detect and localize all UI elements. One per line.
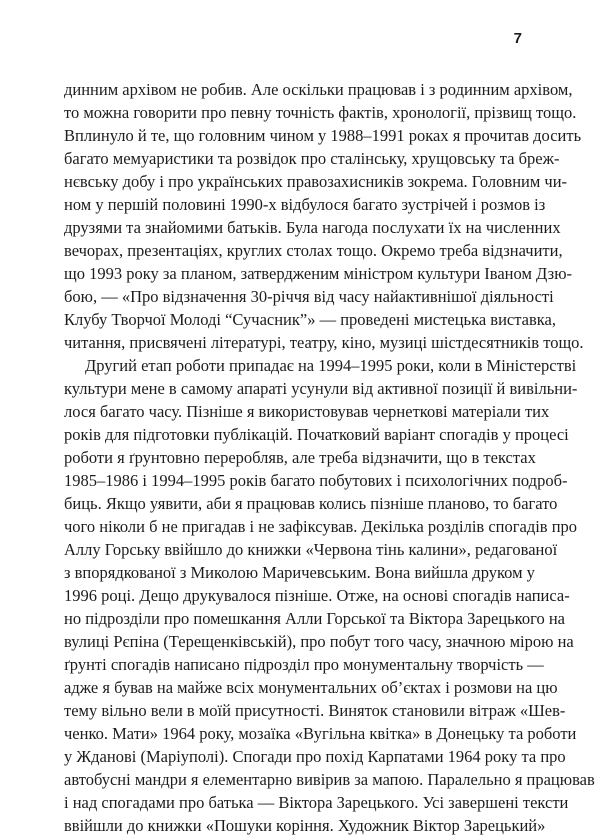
text-line: культури мене в самому апараті усунули від активної позиції й вивільни- xyxy=(64,379,578,398)
text-line: ввійшли до книжки «Пошуки коріння. Художник Віктор Зарецький» xyxy=(64,816,546,835)
text-line: нєвську добу і про українських правозахисників зокрема. Головним чи- xyxy=(64,172,568,191)
text-line: автобусні мандри я елементарно вивірив за мапою. Паралельно я працював xyxy=(64,770,595,789)
text-line: биць. Якщо уявити, аби я працював колись пізніше планово, то багато xyxy=(64,494,558,513)
text-line: чого ніколи б не пригадав і не зафіксував. Декілька розділів спогадів про xyxy=(64,517,578,536)
text-line: читання, присвячені літературі, театру, кіно, музиці шістдесятників тощо. xyxy=(64,333,584,352)
text-line: друзями та знайомими батьків. Була нагода послухати їх на численних xyxy=(64,218,561,237)
text-line: з впорядкованої з Миколою Маричевським. Вона вийшла друком у xyxy=(64,563,535,582)
text-line: багато мемуаристики та розвідок про сталінську, хрущовську та бреж- xyxy=(64,149,560,168)
body-text xyxy=(64,78,595,837)
text-line: тему вільно вели в моїй присутності. Виняток становили вітраж «Шев- xyxy=(64,701,566,720)
text-line: то можна говорити про певну точність фактів, хронології, прізвищ тощо. xyxy=(64,103,577,122)
text-line: Другий етап роботи припадає на 1994–1995 роки, коли в Міністерстві xyxy=(85,356,577,375)
text-line: 1996 році. Дещо друкувалося пізніше. Отже, на основі спогадів написа- xyxy=(64,586,570,605)
text-line: років для підготовки публікацій. Початковий варіант спогадів у процесі xyxy=(64,425,569,444)
text-line: но підрозділи про помешкання Алли Горської та Віктора Зарецького на xyxy=(64,609,565,628)
text-line: Аллу Горську ввійшло до книжки «Червона тінь калини», редагованої xyxy=(64,540,558,559)
text-line: бою, — «Про відзначення 30-річчя від часу найактивнішої діяльності xyxy=(64,287,554,306)
text-line: вулиці Рєпіна (Терещенківській), про побут того часу, значною мірою на xyxy=(64,632,574,651)
text-line: роботи я ґрунтовно переробляв, але треба відзначити, що в текстах xyxy=(64,448,536,467)
text-line: адже я бував на майже всіх монументальних об’єктах і розмови на цю xyxy=(64,678,558,697)
page-number: 7 xyxy=(513,30,522,47)
text-line: ном у першій половині 1990-х відбулося багато зустрічей і розмов із xyxy=(64,195,546,214)
text-line: що 1993 року за планом, затвердженим міністром культури Іваном Дзю- xyxy=(64,264,573,283)
paragraph-1 xyxy=(64,78,584,354)
paragraph-2 xyxy=(64,354,595,837)
text-line: лося багато часу. Пізніше я використовував чернеткові матеріали тих xyxy=(64,402,550,421)
text-line: і над спогадами про батька — Віктора Зарецького. Усі завершені тексти xyxy=(64,793,569,812)
text-line: у Жданові (Маріуполі). Спогади про похід Карпатами 1964 року та про xyxy=(64,747,566,766)
text-line: динним архівом не робив. Але оскільки працював і з родинним архівом, xyxy=(64,80,573,99)
text-line: вечорах, презентаціях, круглих столах тощо. Окремо треба відзначити, xyxy=(64,241,563,260)
text-line: ченко. Мати» 1964 року, мозаїка «Вугільна квітка» в Донецьку та роботи xyxy=(64,724,577,743)
text-line: Вплинуло й те, що головним чином у 1988–1991 роках я прочитав досить xyxy=(64,126,582,145)
text-line: 1985–1986 і 1994–1995 років багато побутових і психологічних подроб- xyxy=(64,471,568,490)
text-line: ґрунті спогадів написано підрозділ про монументальну творчість — xyxy=(64,655,544,674)
text-line: Клубу Творчої Молоді “Сучасник”» — проведені мистецька виставка, xyxy=(64,310,556,329)
